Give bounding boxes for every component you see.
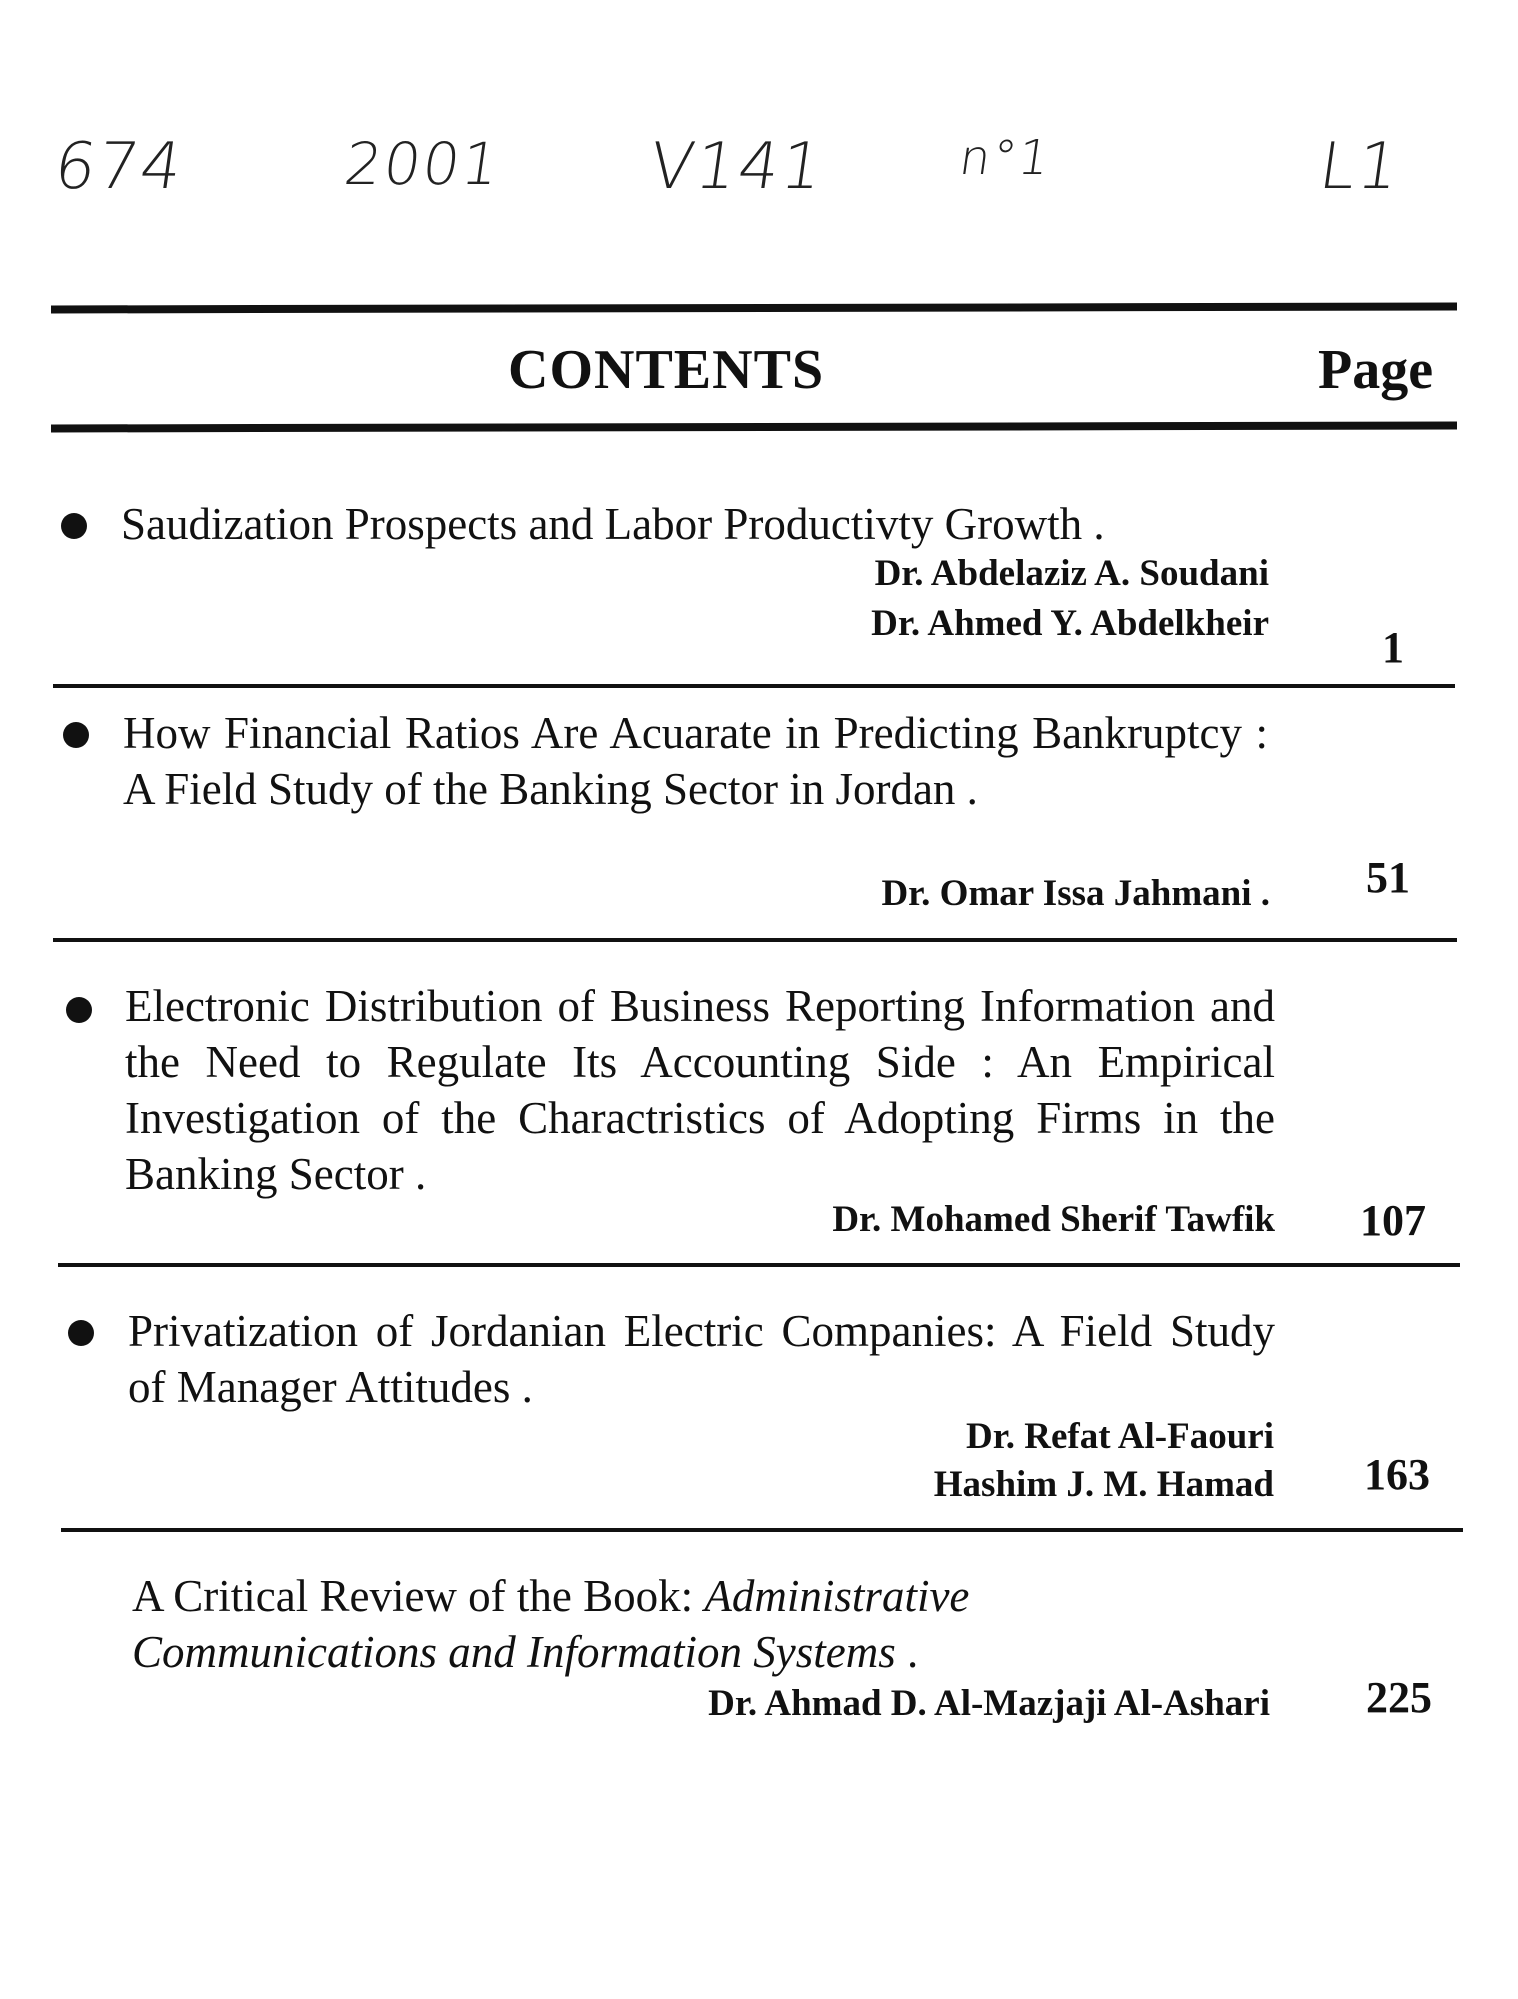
entry-author: Dr. Ahmad D. Al-Mazjaji Al-Ashari [708,1683,1270,1724]
entry-title [132,1568,1132,1680]
entry-title-end: . [895,1627,919,1677]
handwritten-issue: n°1 [956,130,1055,186]
header-bottom-rule [51,422,1457,433]
entry-page-number: 107 [1360,1196,1426,1245]
handwritten-year: 2001 [340,130,506,198]
entry-page-number: 225 [1366,1673,1432,1722]
entry-separator [53,684,1455,688]
contents-heading: CONTENTS [508,339,825,401]
bullet-icon [63,722,89,748]
entry-separator [61,1528,1463,1532]
handwritten-reference-note [49,120,1435,240]
entry-title: How Financial Ratios Are Acuarate in Predicting Bankruptcy : A Field Study of the Banking Sector in Jordan . [123,708,1268,814]
entry-author: Dr. Refat Al-Faouri [966,1416,1274,1457]
handwritten-number: 674 [49,130,189,204]
entry-author: Hashim J. M. Hamad [933,1464,1274,1505]
entry-page-number: 51 [1366,853,1410,902]
bullet-icon [61,513,87,539]
book-title: Administrative Communications and Information Systems [132,1571,970,1677]
entry-page-number: 163 [1364,1450,1430,1499]
entry-title: Electronic Distribution of Business Reporting Information and the Need to Regulate Its Accounting Side : An Empirical Investigation of the Charactristics of Adopting Firms in the Banking Sector . [125,981,1275,1199]
entry-title: Saudization Prospects and Labor Productivty Growth . [121,499,1105,549]
entry-author: Dr. Mohamed Sherif Tawfik [832,1199,1275,1240]
bullet-icon [68,1320,94,1346]
entry-separator [58,1263,1460,1267]
entry-page-number: 1 [1382,623,1404,672]
page-column-heading: Page [1318,339,1434,401]
header-top-rule [51,303,1457,314]
handwritten-volume: V141 [644,130,830,204]
entry-title: Privatization of Jordanian Electric Companies: A Field Study of Manager Attitudes . [128,1306,1275,1412]
entry-separator [53,938,1457,942]
entry-title-text: A Critical Review of the Book: [132,1571,705,1621]
bullet-icon [66,997,92,1023]
entry-author: Dr. Ahmed Y. Abdelkheir [871,603,1269,644]
handwritten-code: L1 [1314,130,1406,204]
entry-author: Dr. Omar Issa Jahmani . [881,873,1270,914]
entry-author: Dr. Abdelaziz A. Soudani [874,553,1269,594]
